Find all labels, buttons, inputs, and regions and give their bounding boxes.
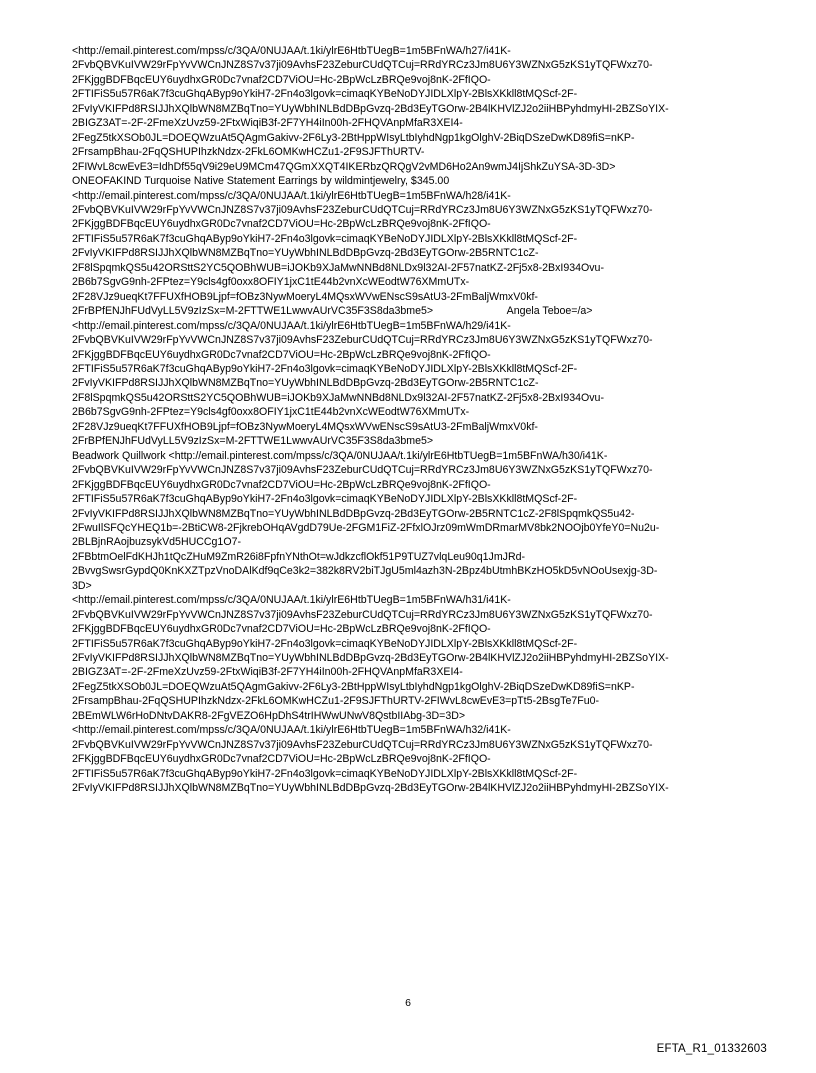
text-line: 2F8lSpqmkQS5u42ORSttS2YC5QOBhWUB=iJOKb9XJaMwNNBd8NLDx9l32AI-2F57natKZ-2Fj5x8-2BxI934Ovu- — [72, 261, 604, 274]
text-line: 2FKjggBDFBqcEUY6uydhxGR0Dc7vnaf2CD7ViOU=Hc-2BpWcLzBRQe9voj8nK-2FfIQO- — [72, 73, 491, 86]
text-line: ONEOFAKIND Turquoise Native Statement Earrings by wildmintjewelry, $345.00 — [72, 175, 450, 188]
text-line: 2FKjggBDFBqcEUY6uydhxGR0Dc7vnaf2CD7ViOU=Hc-2BpWcLzBRQe9voj8nK-2FfIQO- — [72, 218, 491, 231]
text-line: 2BIGZ3AT=-2F-2FmeXzUvz59-2FtxWiqiB3f-2F7YH4iIn00h-2FHQVAnpMfaR3XEI4- — [72, 666, 463, 679]
text-line: 2FvIyVKIFPd8RSIJJhXQlbWN8MZBqTno=YUyWbhINLBdDBpGvzq-2Bd3EyTGOrw-2B4lKHVlZJ2o2iiHBPyhdmyHI-2BZSoYIX- — [72, 782, 669, 795]
text-line: 2BvvgSwsrGypdQ0KnKXZTpzVnoDAlKdf9qCe3k2=382k8RV2biTJgU5ml4azh3N-2Bpz4bUtmhBKzHO5kD5vNOoUsexjg-3D- — [72, 565, 658, 578]
page-number: 6 — [405, 997, 411, 1009]
text-line: 2F28VJz9ueqKt7FFUXfHOB9Ljpf=fOBz3NywMoeryL4MQsxWVwENscS9sAtU3-2FmBaljWmxV0kf- — [72, 290, 538, 303]
text-line: 2FvIyVKIFPd8RSIJJhXQlbWN8MZBqTno=YUyWbhINLBdDBpGvzq-2Bd3EyTGOrw-2B5RNTC1cZ- — [72, 377, 539, 390]
text-line: 2FKjggBDFBqcEUY6uydhxGR0Dc7vnaf2CD7ViOU=Hc-2BpWcLzBRQe9voj8nK-2FfIQO- — [72, 478, 491, 491]
text-line: 2BEmWLW6rHoDNtvDAKR8-2FgVEZO6HpDhS4trIHWwUNwV8QstbIIAbg-3D=3D> — [72, 709, 466, 722]
text-line: 2FvIyVKIFPd8RSIJJhXQlbWN8MZBqTno=YUyWbhINLBdDBpGvzq-2Bd3EyTGOrw-2B5RNTC1cZ- — [72, 247, 539, 260]
text-line: 2B6b7SgvG9nh-2FPtez=Y9cls4gf0oxx8OFIY1jxC1tE44b2vnXcWEodtW76XMmUTx- — [72, 276, 470, 289]
text-line: 2FBbtmOelFdKHJh1tQcZHuM9ZmR26i8FpfnYNthOt=wJdkzcflOkf51P9TUZ7vlqLeu90q1JmJRd- — [72, 550, 526, 563]
text-line: 2FvbQBVKuIVW29rFpYvVWCnJNZ8S7v37ji09AvhsF23ZeburCUdQTCuj=RRdYRCz3Jm8U6Y3WZNxG5zKS1yTQFWxz70- — [72, 334, 653, 347]
text-line: 2FTIFiS5u57R6aK7f3cuGhqAByp9oYkiH7-2Fn4o3lgovk=cimaqKYBeNoDYJIDLXlpY-2BlsXKkll8tMQScf-2F- — [72, 232, 578, 245]
text-line: 2FKjggBDFBqcEUY6uydhxGR0Dc7vnaf2CD7ViOU=Hc-2BpWcLzBRQe9voj8nK-2FfIQO- — [72, 623, 491, 636]
text-line: 2FKjggBDFBqcEUY6uydhxGR0Dc7vnaf2CD7ViOU=Hc-2BpWcLzBRQe9voj8nK-2FfIQO- — [72, 348, 491, 361]
text-line: 2B6b7SgvG9nh-2FPtez=Y9cls4gf0oxx8OFIY1jxC1tE44b2vnXcWEodtW76XMmUTx- — [72, 406, 470, 419]
text-line: 2BLBjnRAojbuzsykVd5HUCCg1O7- — [72, 536, 241, 549]
text-line: 2FvIyVKIFPd8RSIJJhXQlbWN8MZBqTno=YUyWbhINLBdDBpGvzq-2Bd3EyTGOrw-2B5RNTC1cZ-2F8lSpqmkQS5u42- — [72, 507, 635, 520]
text-line: 2BIGZ3AT=-2F-2FmeXzUvz59-2FtxWiqiB3f-2F7YH4iIn00h-2FHQVAnpMfaR3XEI4- — [72, 117, 463, 130]
text-line: 2FvbQBVKuIVW29rFpYvVWCnJNZ8S7v37ji09AvhsF23ZeburCUdQTCuj=RRdYRCz3Jm8U6Y3WZNxG5zKS1yTQFWxz70- — [72, 59, 653, 72]
text-line: 2FrsampBhau-2FqQSHUPIhzkNdzx-2FkL6OMKwHCZu1-2F9SJFThURTV-2FIWvL8cwEvE3=pTt5-2BsgTe7Fu0- — [72, 695, 600, 708]
text-line: 2F28VJz9ueqKt7FFUXfHOB9Ljpf=fOBz3NywMoeryL4MQsxWVwENscS9sAtU3-2FmBaljWmxV0kf- — [72, 420, 538, 433]
document-body — [72, 44, 792, 796]
text-line: 2FwuIlSFQcYHEQ1b=-2BtiCW8-2FjkrebOHqAVgdD79Ue-2FGM1FiZ-2FfxlOJrz09mWmDRmarMV8bk2NOOjb0YfeY0=Nu2u- — [72, 521, 660, 534]
text-line: 2FrBPfENJhFUdVyLL5V9zIzSx=M-2FTTWE1LwwvAUrVC35F3S8da3bme5> — [72, 435, 434, 448]
text-line: <http://email.pinterest.com/mpss/c/3QA/0NUJAA/t.1ki/ylrE6HtbTUegB=1m5BFnWA/h31/i41K- — [72, 594, 511, 607]
text-line: 2FvIyVKIFPd8RSIJJhXQlbWN8MZBqTno=YUyWbhINLBdDBpGvzq-2Bd3EyTGOrw-2B4lKHVlZJ2o2iiHBPyhdmyHI-2BZSoYIX- — [72, 652, 669, 665]
text-line: 2FKjggBDFBqcEUY6uydhxGR0Dc7vnaf2CD7ViOU=Hc-2BpWcLzBRQe9voj8nK-2FfIQO- — [72, 753, 491, 766]
text-line: 2FTIFiS5u57R6aK7f3cuGhqAByp9oYkiH7-2Fn4o3lgovk=cimaqKYBeNoDYJIDLXlpY-2BlsXKkll8tMQScf-2F- — [72, 88, 578, 101]
text-line: Beadwork Quillwork <http://email.pinterest.com/mpss/c/3QA/0NUJAA/t.1ki/ylrE6HtbTUegB=1m5BFnWA/h30/i41K- — [72, 449, 608, 462]
text-line: 3D> — [72, 579, 92, 592]
text-line: <http://email.pinterest.com/mpss/c/3QA/0NUJAA/t.1ki/ylrE6HtbTUegB=1m5BFnWA/h28/i41K- — [72, 189, 511, 202]
text-line: 2FrBPfENJhFUdVyLL5V9zIzSx=M-2FTTWE1LwwvAUrVC35F3S8da3bme5> Angela Teboe=/a> — [72, 305, 593, 318]
text-line: <http://email.pinterest.com/mpss/c/3QA/0NUJAA/t.1ki/ylrE6HtbTUegB=1m5BFnWA/h29/i41K- — [72, 319, 511, 332]
text-line: 2FegZ5tkXSOb0JL=DOEQWzuAt5QAgmGakivv-2F6Ly3-2BtHppWIsyLtbIyhdNgp1kgOlghV-2BiqDSzeDwKD89fiS=nKP- — [72, 680, 635, 693]
text-line: 2FvbQBVKuIVW29rFpYvVWCnJNZ8S7v37ji09AvhsF23ZeburCUdQTCuj=RRdYRCz3Jm8U6Y3WZNxG5zKS1yTQFWxz70- — [72, 608, 653, 621]
text-line: 2FegZ5tkXSOb0JL=DOEQWzuAt5QAgmGakivv-2F6Ly3-2BtHppWIsyLtbIyhdNgp1kgOlghV-2BiqDSzeDwKD89fiS=nKP- — [72, 131, 635, 144]
text-line: 2FvbQBVKuIVW29rFpYvVWCnJNZ8S7v37ji09AvhsF23ZeburCUdQTCuj=RRdYRCz3Jm8U6Y3WZNxG5zKS1yTQFWxz70- — [72, 738, 653, 751]
text-line: 2FvIyVKIFPd8RSIJJhXQlbWN8MZBqTno=YUyWbhINLBdDBpGvzq-2Bd3EyTGOrw-2B4lKHVlZJ2o2iiHBPyhdmyHI-2BZSoYIX- — [72, 102, 669, 115]
text-line: 2FTIFiS5u57R6aK7f3cuGhqAByp9oYkiH7-2Fn4o3lgovk=cimaqKYBeNoDYJIDLXlpY-2BlsXKkll8tMQScf-2F- — [72, 637, 578, 650]
text-line: 2FIWvL8cwEvE3=IdhDf55qV9i29eU9MCm47QGmXXQT4IKERbzQRQgV2vMD6Ho2An9wmJ4IjShkZuYSA-3D-3D> — [72, 160, 616, 173]
document-id-stamp: EFTA_R1_01332603 — [656, 1043, 767, 1055]
text-line: 2FTIFiS5u57R6aK7f3cuGhqAByp9oYkiH7-2Fn4o3lgovk=cimaqKYBeNoDYJIDLXlpY-2BlsXKkll8tMQScf-2F- — [72, 362, 578, 375]
text-line: 2FrsampBhau-2FqQSHUPIhzkNdzx-2FkL6OMKwHCZu1-2F9SJFThURTV- — [72, 146, 425, 159]
text-line: 2FvbQBVKuIVW29rFpYvVWCnJNZ8S7v37ji09AvhsF23ZeburCUdQTCuj=RRdYRCz3Jm8U6Y3WZNxG5zKS1yTQFWxz70- — [72, 464, 653, 477]
text-line: 2F8lSpqmkQS5u42ORSttS2YC5QOBhWUB=iJOKb9XJaMwNNBd8NLDx9l32AI-2F57natKZ-2Fj5x8-2BxI934Ovu- — [72, 391, 604, 404]
text-line: <http://email.pinterest.com/mpss/c/3QA/0NUJAA/t.1ki/ylrE6HtbTUegB=1m5BFnWA/h32/i41K- — [72, 724, 511, 737]
text-line: 2FTIFiS5u57R6aK7f3cuGhqAByp9oYkiH7-2Fn4o3lgovk=cimaqKYBeNoDYJIDLXlpY-2BlsXKkll8tMQScf-2F- — [72, 493, 578, 506]
text-line: 2FvbQBVKuIVW29rFpYvVWCnJNZ8S7v37ji09AvhsF23ZeburCUdQTCuj=RRdYRCz3Jm8U6Y3WZNxG5zKS1yTQFWxz70- — [72, 203, 653, 216]
text-line: <http://email.pinterest.com/mpss/c/3QA/0NUJAA/t.1ki/ylrE6HtbTUegB=1m5BFnWA/h27/i41K- — [72, 45, 511, 57]
text-line: 2FTIFiS5u57R6aK7f3cuGhqAByp9oYkiH7-2Fn4o3lgovk=cimaqKYBeNoDYJIDLXlpY-2BlsXKkll8tMQScf-2F- — [72, 767, 578, 780]
